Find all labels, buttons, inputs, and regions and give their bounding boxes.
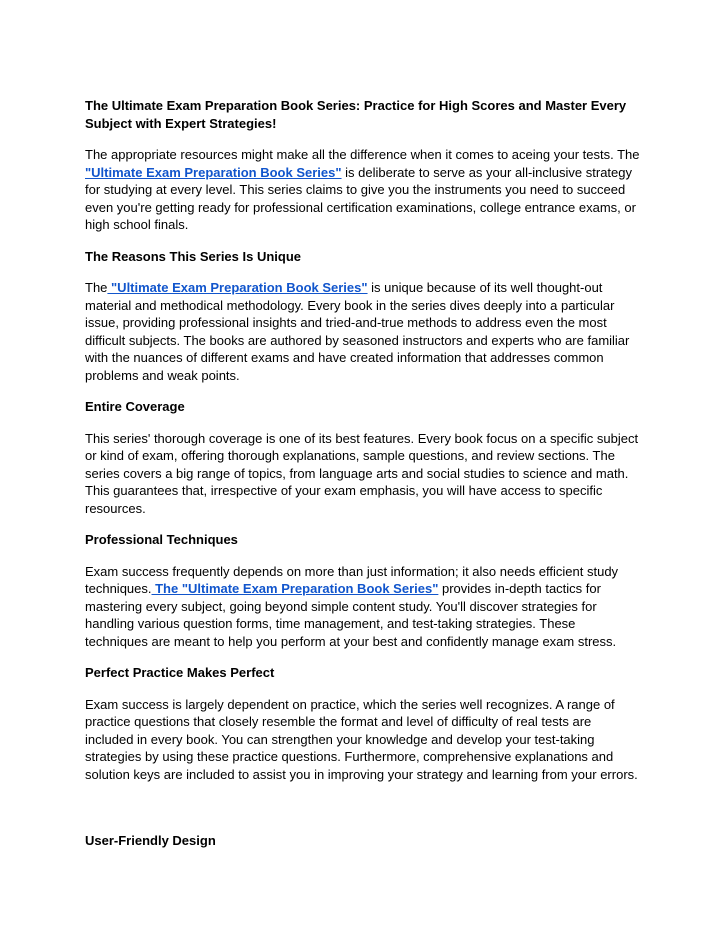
techniques-text-start: Exam success frequently depends on more than just information; it also needs efficient study techniques. [85,563,619,596]
unique-text-end: is unique because of its well thought-out material and methodical methodology. Every book in the series dives deeply into a particular issue, providing professional insights and tried-and-true methods to address even the most difficult subjects. The books are authored by seasoned instructors and experts who are familiar with the nuances of different exams and have created information that addresses common problems and weak points. [85,280,630,383]
section-heading-coverage: Entire Coverage [85,399,185,414]
document-body [85,97,640,850]
series-link[interactable]: "Ultimate Exam Preparation Book Series" [85,164,342,180]
techniques-text-end: provides in-depth tactics for mastering every subject, going beyond simple content study. You'll discover strategies for handling various question forms, time management, and test-taking strategies. These techniques are meant to help you perform at your best and confidently manage exam stress. [85,581,617,649]
coverage-paragraph: This series' thorough coverage is one of its best features. Every book focus on a specific subject or kind of exam, offering thorough explanations, sample questions, and review sections. The series covers a big range of topics, from language arts and social studies to science and math. This guarantees that, irrespective of your exam emphasis, you will have access to specific resources. [85,430,639,516]
section-heading-techniques: Professional Techniques [85,532,238,547]
series-link[interactable]: The "Ultimate Exam Preparation Book Series" [151,581,439,596]
unique-paragraph [85,279,640,384]
techniques-paragraph [85,563,640,651]
intro-text-start: The appropriate resources might make all the difference when it comes to aceing your tests. The [85,147,640,162]
series-link[interactable]: "Ultimate Exam Preparation Book Series" [107,280,368,295]
practice-paragraph: Exam success is largely dependent on practice, which the series well recognizes. A range of practice questions that closely resemble the format and level of difficulty of real tests are included in every book. You can strengthen your knowledge and develop your test-taking strategies by using these practice questions. Furthermore, comprehensive explanations and solution keys are included to assist you in improving your strategy and learning from your errors. [85,696,638,782]
intro-text-end: is deliberate to serve as your all-inclusive strategy for studying at every level. This series claims to give you the instruments you need to succeed even you're getting ready for professional certification examinations, college entrance exams, or high school finals. [85,164,636,232]
section-heading-unique: The Reasons This Series Is Unique [85,248,302,264]
intro-paragraph [85,146,640,234]
section-heading-practice: Perfect Practice Makes Perfect [85,665,275,680]
unique-text-start: The [85,280,108,295]
document-title: The Ultimate Exam Preparation Book Series: Practice for High Scores and Master Every Subject with Expert Strategies! [85,98,627,131]
section-heading-design: User-Friendly Design [85,833,216,848]
